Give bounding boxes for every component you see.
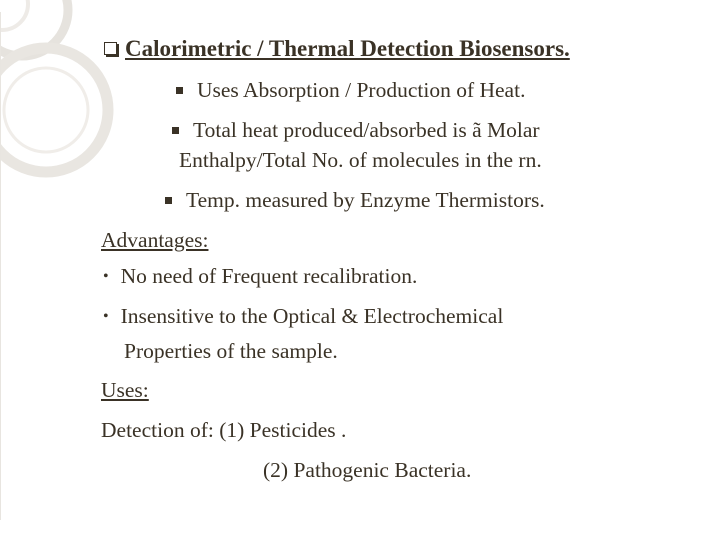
sub-bullet-text: Uses Absorption / Production of Heat. — [197, 78, 526, 102]
advantage-item-2-continuation — [124, 341, 338, 363]
advantage-item-2 — [103, 306, 503, 328]
uses-line-1: Detection of: (1) Pesticides . — [101, 418, 347, 442]
box-bullet-icon — [104, 42, 117, 55]
sub-bullet-1 — [176, 80, 525, 102]
sub-bullet-text: Total heat produced/absorbed is ã Molar — [193, 118, 540, 142]
advantage-text: No need of Frequent recalibration. — [120, 264, 418, 288]
heading-text: Calorimetric / Thermal Detection Biosensors. — [125, 36, 570, 61]
advantage-text: Insensitive to the Optical & Electrochemical — [120, 304, 504, 328]
slide-heading — [104, 37, 570, 60]
advantages-title: Advantages: — [101, 228, 209, 252]
sub-bullet-2-continuation — [179, 150, 542, 172]
sub-bullet-text: Temp. measured by Enzyme Thermistors. — [186, 188, 545, 212]
sub-bullet-text: Enthalpy/Total No. of molecules in the rn. — [179, 148, 542, 172]
square-bullet-icon — [176, 87, 183, 94]
uses-title: Uses: — [101, 378, 149, 402]
sub-bullet-2 — [172, 120, 540, 142]
sub-bullet-3 — [165, 190, 545, 212]
dot-bullet-icon: • — [103, 268, 109, 285]
advantage-item-1 — [103, 266, 417, 288]
uses-line-2: (2) Pathogenic Bacteria. — [263, 458, 472, 482]
advantage-text: Properties of the sample. — [124, 339, 338, 363]
square-bullet-icon — [172, 127, 179, 134]
dot-bullet-icon: • — [103, 308, 109, 325]
square-bullet-icon — [165, 197, 172, 204]
